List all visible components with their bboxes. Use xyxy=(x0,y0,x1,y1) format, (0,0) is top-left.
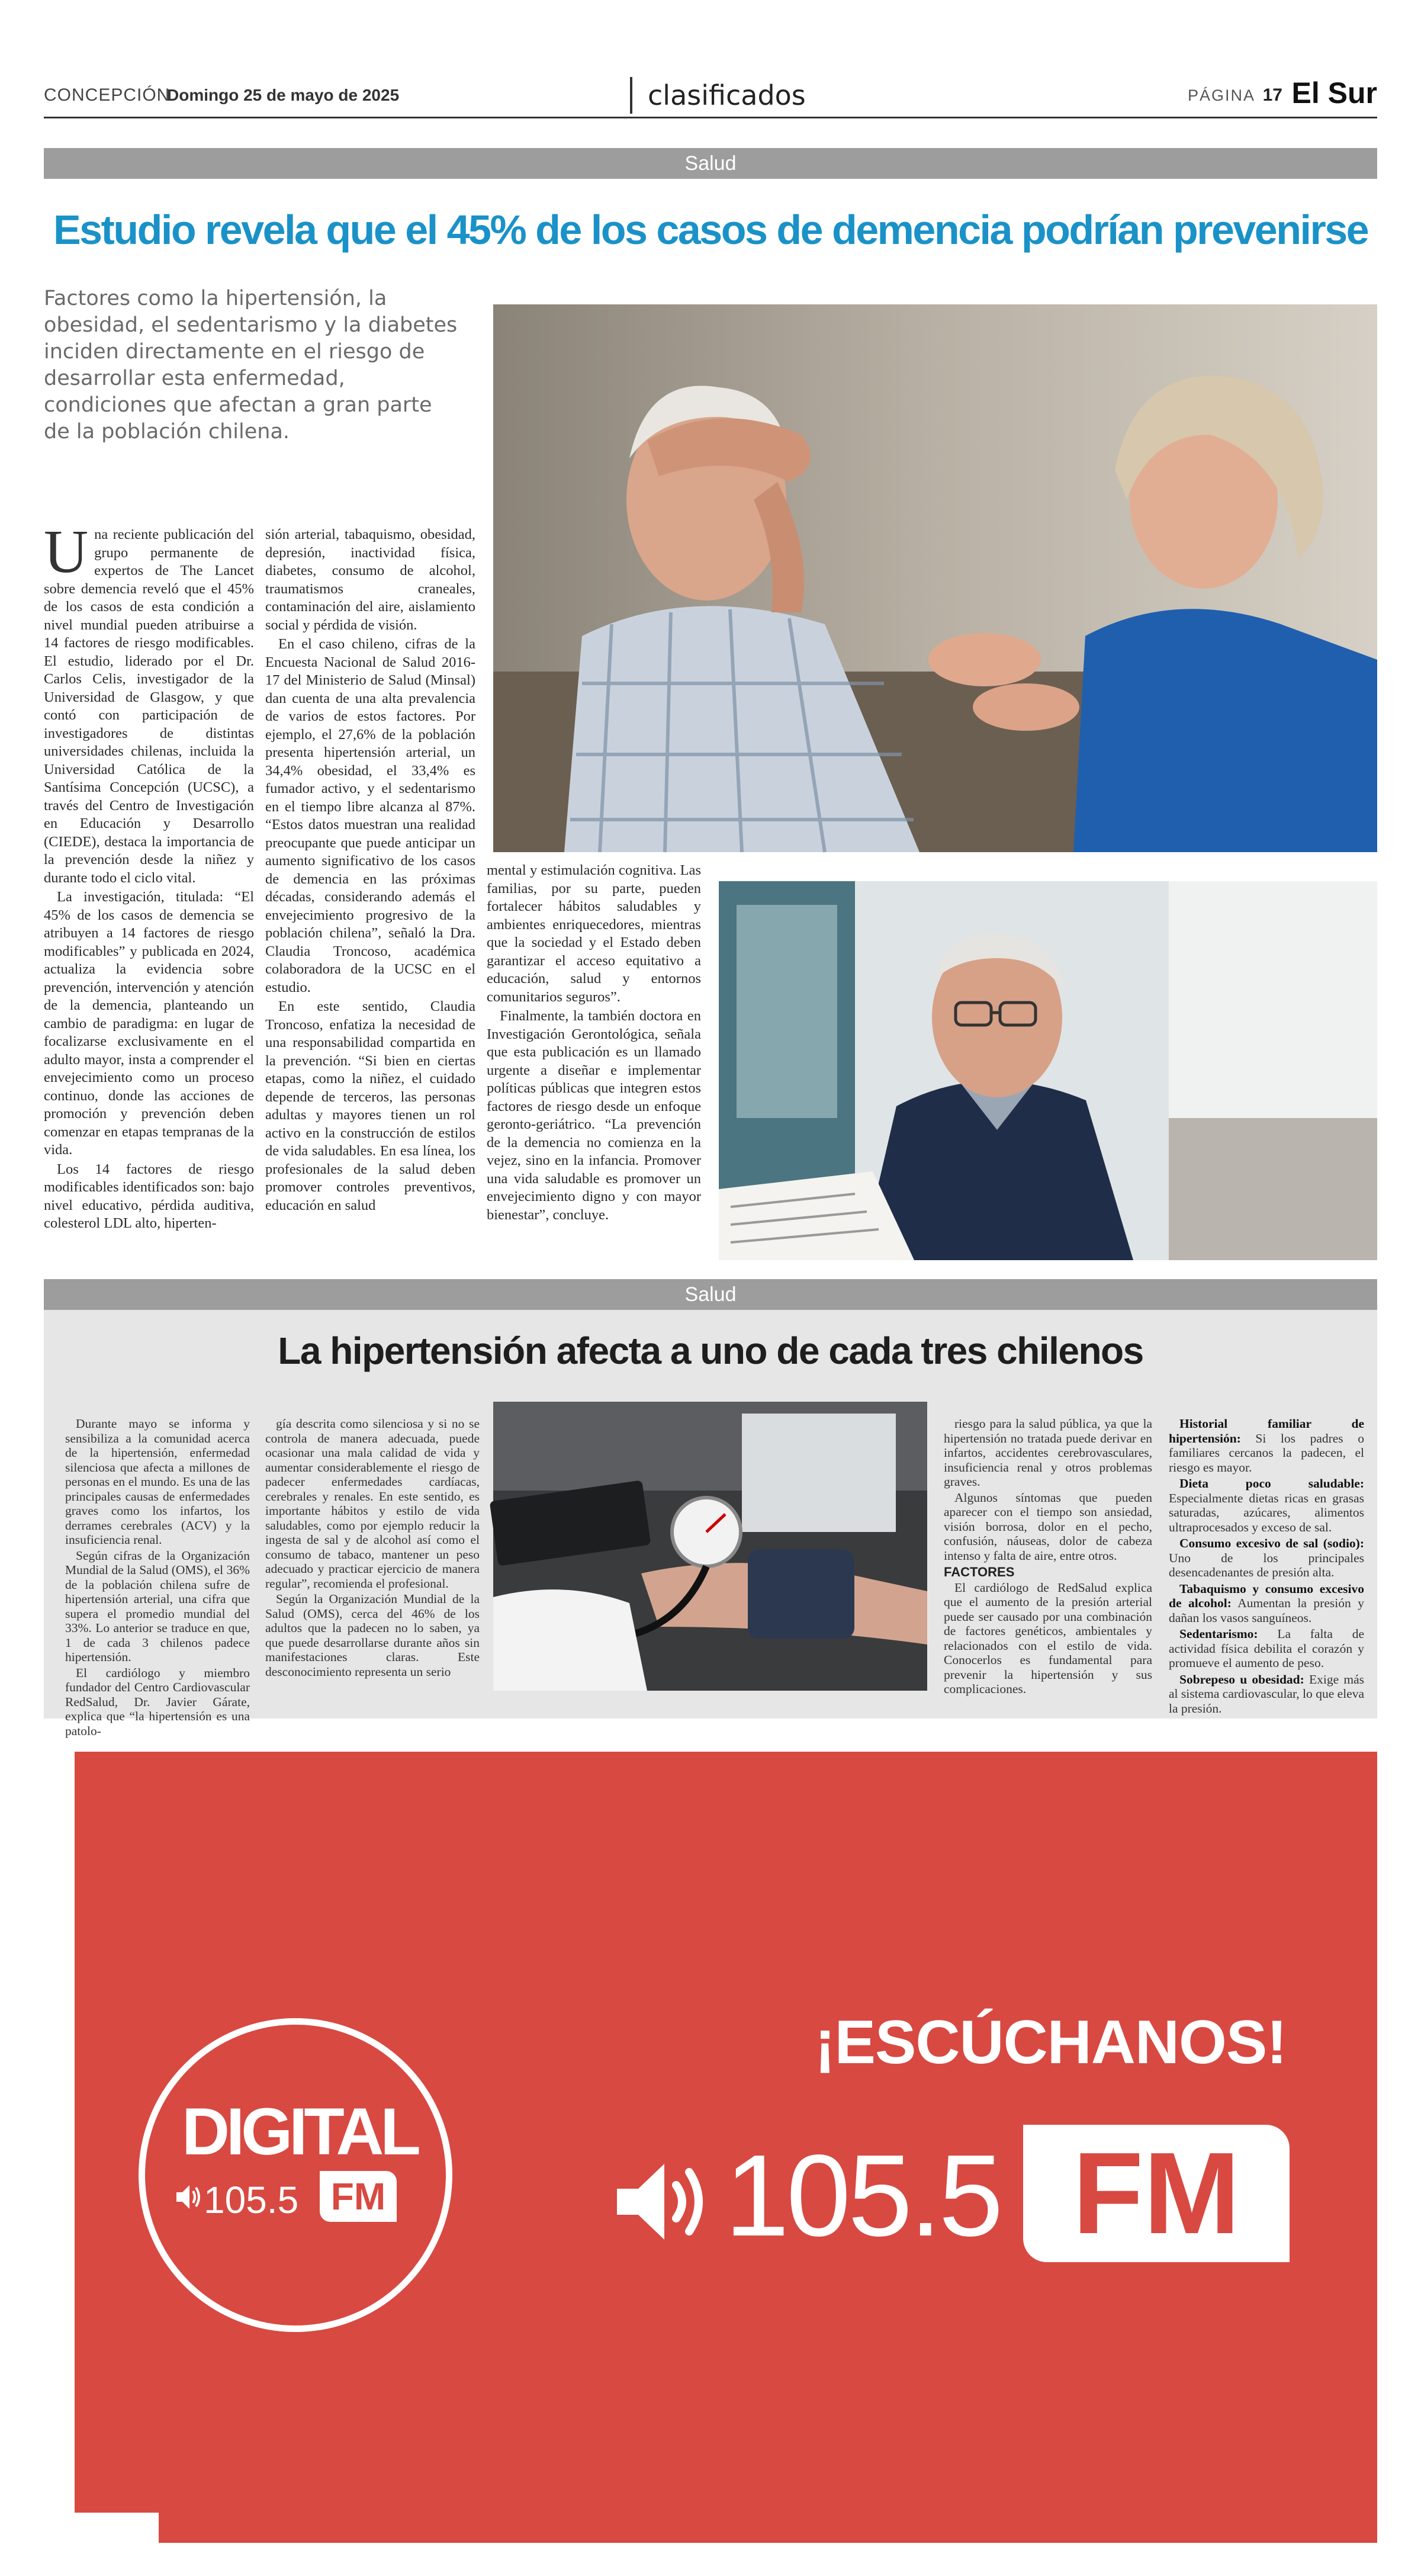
radio-advertisement xyxy=(75,1752,1377,2543)
masthead-section: clasificados xyxy=(648,79,806,111)
section-bar-salud: Salud xyxy=(44,148,1377,179)
article1-paragraph: En este sentido, Claudia Troncoso, enfatiza la necesidad de una responsabilidad compartida en la prevención. “Si bien en ciertas etapas, como la niñez, el cuidado depende de terceros, las personas adultas y mayores tienen un rol activo en la construcción de estilos de vida saludables. En esa línea, los profesionales de la salud deben promover controles preventivos, educación en salud xyxy=(265,998,475,1213)
factor-item: Dieta poco saludable: Especialmente dietas ricas en grasas saturadas, azúcares, alimentos ultraprocesados y exceso de sal. xyxy=(1169,1476,1364,1534)
article1-column-2 xyxy=(265,526,475,1248)
ad-listen-headline: ¡ESCÚCHANOS! xyxy=(815,2008,1287,2077)
photo-elderly-couple-illustration xyxy=(493,304,1377,852)
article2-column-2 xyxy=(265,1417,480,1701)
article2-column-1 xyxy=(65,1417,250,1738)
masthead-date: Domingo 25 de mayo de 2025 xyxy=(167,86,400,104)
article1-paragraph: Finalmente, la también doctora en Investigación Gerontológica, señala que esta publicación es un llamado urgente a diseñar e implementar políticas públicas que integren estos factores de riesgo desde un enfoque geronto-geriátrico. “La prevención de la demencia no comienza en la vejez, sino en la infancia. Promover una vida saludable es promover un envejecimiento digno y con mayor bienestar”, concluye. xyxy=(487,1008,701,1223)
page-corner-block xyxy=(75,2513,159,2543)
article1-paragraph: En el caso chileno, cifras de la Encuesta Nacional de Salud 2016-17 del Ministerio de Salud (Minsal) dan cuenta de una alta prevalencia de varios de estos factores. Por ejemplo, el 27,6% de la población presenta hipertensión arterial, un 34,4% obesidad, el 33,4% es fumador activo, y el sedentarismo en el tiempo libre alcanza al 87%. “Estos datos muestran una realidad preocupante que puede anticipar un aumento significativo de los casos de demencia en las próximas décadas, considerando además el envejecimiento progresivo de la población chilena”, señaló la Dra. Claudia Troncoso, académica colaboradora de la UCSC en el estudio. xyxy=(265,636,475,995)
masthead-page-label: PÁGINA xyxy=(1187,86,1255,104)
article2-paragraph: Durante mayo se informa y sensibiliza a la comunidad acerca de la hipertensión, enfermedad silenciosa que afecta a millones de personas en el mundo. Es una de las principales causas de enfermedades graves como los infartos, los derrames cerebrales (ACV) y la insuficiencia renal. xyxy=(65,1417,250,1547)
article2-paragraph: riesgo para la salud pública, ya que la hipertensión no tratada puede derivar en infartos, accidentes cerebrovasculares, insuficiencia renal y otros problemas graves. xyxy=(944,1417,1152,1489)
masthead-divider xyxy=(630,77,632,114)
article1-paragraph: sión arterial, tabaquismo, obesidad, depresión, inactividad física, diabetes, consumo de alcohol, traumatismos craneales, contaminación del aire, aislamiento social y pérdida de visión. xyxy=(265,526,475,633)
article2-paragraph: El cardiólogo y miembro fundador del Centro Cardiovascular RedSalud, Dr. Javier Gárate, explica que “la hipertensión es una patolo- xyxy=(65,1665,250,1738)
article2-column-3 xyxy=(944,1417,1152,1701)
factor-item: Historial familiar de hipertensión: Si los padres o familiares cercanos la padecen, el riesgo es mayor. xyxy=(1169,1417,1364,1475)
photo-blood-pressure-check xyxy=(493,1402,927,1691)
article2-paragraph: Según cifras de la Organización Mundial de la Salud (OMS), el 36% de la población chilena sufre de hipertensión arterial, una cifra que supera el promedio mundial del 33%. Lo anterior se traduce en que, 1 de cada 3 chilenos padece hipertensión. xyxy=(65,1548,250,1664)
factor-item: Sobrepeso u obesidad: Exige más al sistema cardiovascular, lo que eleva la presión. xyxy=(1169,1672,1364,1716)
masthead-page-number: 17 xyxy=(1262,85,1282,105)
article2-paragraph: El cardiólogo de RedSalud explica que el aumento de la presión arterial puede ser causado por una combinación de factores genéticos, ambientales y relacionados con el estilo de vida. Conocerlos es fundamental para prevenir la hipertensión y sus complicaciones. xyxy=(944,1580,1152,1696)
article1-paragraph: Los 14 factores de riesgo modificables identificados son: bajo nivel educativo, pérdida auditiva, colesterol LDL alto, hiperten- xyxy=(44,1161,254,1231)
factors-subheading: FACTORES xyxy=(944,1565,1015,1579)
radio-logo-frequency: 105.5 xyxy=(204,2179,299,2221)
speaker-large-icon xyxy=(613,2154,708,2249)
section-bar-salud-2: Salud xyxy=(44,1279,1377,1310)
masthead xyxy=(44,76,1377,118)
article1-deck: Factores como la hipertensión, la obesidad, el sedentarismo y la diabetes inciden directamente en el riesgo de desarrollar esta enfermedad, condiciones que afectan a gran parte de la población chilena. xyxy=(44,287,458,444)
article1-column-3 xyxy=(487,862,701,1252)
drop-cap: U xyxy=(44,518,89,586)
article1-paragraph: La investigación, titulada: “El 45% de los casos de demencia se atribuyen a 14 factores de riesgo modificables” y publicada en 2024, actualiza la evidencia sobre prevención, intervención y atención de la demencia, planteando un cambio de paradigma: en lugar de focalizarse exclusivamente en el adulto mayor, insta a comprender el envejecimiento como un proceso continuo, donde las acciones de promoción y prevención deben comenzar en etapas tempranas de la vida. xyxy=(44,889,254,1158)
factor-item: Sedentarismo: La falta de actividad física debilita el corazón y promueve el aumento de peso. xyxy=(1169,1627,1364,1670)
article1-headline: Estudio revela que el 45% de los casos de demencia podrían prevenirse xyxy=(53,207,1368,253)
radio-logo-circle xyxy=(139,2018,452,2332)
photo-blood-pressure-illustration xyxy=(493,1402,927,1691)
article2-paragraph: gía descrita como silenciosa y si no se controla de manera adecuada, puede ocasionar una mala calidad de vida y aumentar considerablemente el riesgo de padecer enfermedades cardíacas, cerebrales y renales. En este sentido, es importante hábitos y estilo de vida saludables, como por ejemplo reducir la ingesta de sal y de alcohol así como el consumo de tabaco, mantener un peso adecuado y practicar ejercicio de manera regular”, recomienda el profesional. xyxy=(265,1417,480,1591)
article2-headline: La hipertensión afecta a uno de cada tres chilenos xyxy=(278,1329,1143,1372)
photo-elderly-couple xyxy=(493,304,1377,852)
speaker-icon xyxy=(175,2182,201,2212)
article2-column-4-factors xyxy=(1169,1417,1365,1716)
article2-paragraph: Según la Organización Mundial de la Salud (OMS), cerca del 46% de los adultos que la padecen no lo saben, ya que puede desarrollarse durante años sin manifestaciones claras. Este desconocimiento representa un serio xyxy=(265,1592,480,1679)
article1-paragraph: Una reciente publicación del grupo permanente de expertos de The Lancet sobre demencia reveló que el 45% de los casos de esta condición a nivel mundial pueden atribuirse a 14 factores de riesgo modificables. El estudio, liderado por el Dr. Carlos Celis, investigador de la Universidad de Glasgow, y que contó con participación de investigadores de distintas universidades chilenas, incluida la Universidad Católica de la Santísima Concepción (UCSC), a través del Centro de Investigación en Educación y Desarrollo (CIEDE), destaca la importancia de la prevención desde la niñez y durante todo el ciclo vital. xyxy=(44,518,254,886)
factor-item: Consumo excesivo de sal (sodio): Uno de los principales desencadenantes de presión alta. xyxy=(1169,1536,1364,1579)
article2-paragraph: Algunos síntomas que pueden aparecer con el tiempo son ansiedad, visión borrosa, dolor en el pecho, confusión, náuseas, dolor de cabeza intenso y falta de aire, entre otros. xyxy=(944,1490,1152,1563)
masthead-city: CONCEPCIÓN xyxy=(44,85,171,105)
factor-item: Tabaquismo y consumo excesivo de alcohol: Aumentan la presión y dañan los vasos sanguíneos. xyxy=(1169,1581,1365,1625)
radio-logo-fm-badge: FM xyxy=(320,2171,397,2222)
photo-man-reading-illustration xyxy=(719,881,1377,1260)
radio-logo-word: DIGITAL xyxy=(182,2095,417,2169)
article1-column-1 xyxy=(44,518,254,1248)
ad-frequency: 105.5 xyxy=(725,2131,1001,2260)
ad-fm-badge: FM xyxy=(1023,2125,1290,2262)
photo-man-reading-newspaper xyxy=(719,881,1377,1260)
newspaper-logo: El Sur xyxy=(1291,76,1377,110)
article1-paragraph: mental y estimulación cognitiva. Las familias, por su parte, pueden fortalecer hábitos saludables y ambientes enriquecedores, mientras que la sociedad y el Estado deben garantizar el acceso equitativo a educación, salud y entornos comunitarios seguros”. xyxy=(487,862,701,1005)
